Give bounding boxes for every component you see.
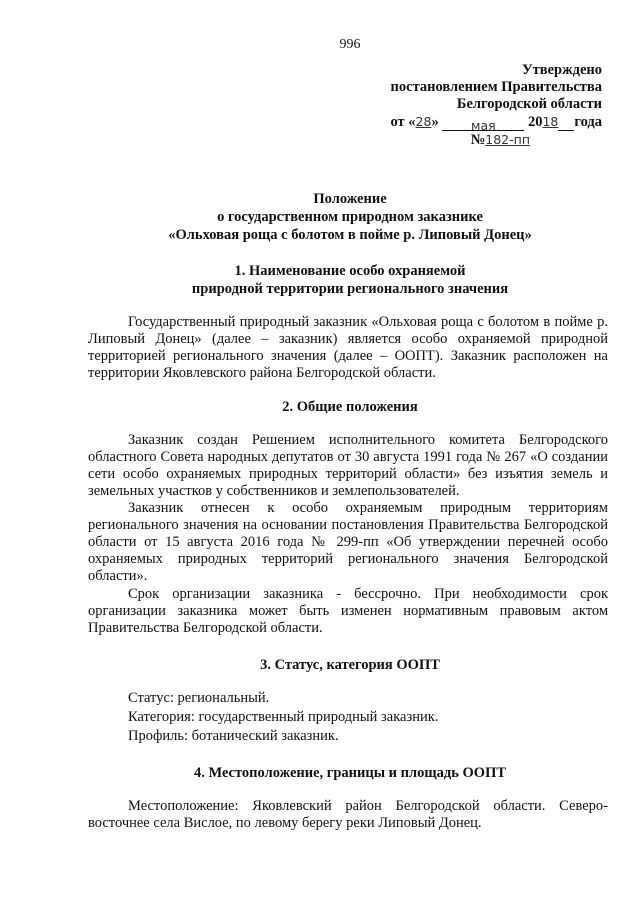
approval-year-blank [558, 117, 574, 131]
section-2-heading: 2. Общие положения [282, 399, 418, 415]
approval-day-close: » [431, 114, 439, 130]
approval-line-2: постановлением Правительства [390, 79, 602, 95]
section-3-profile: Профиль: ботанический заказник. [128, 728, 339, 744]
approval-number-line [340, 131, 602, 149]
approval-number-label: № [470, 132, 486, 148]
approval-day: 28 [415, 114, 432, 129]
title-line-2: о государственном природном заказнике [217, 209, 483, 225]
section-1-paragraph: Государственный природный заказник «Ольховая роща с болотом в пойме р. Липовый Донец» (далее – заказник) является особо охраняемой природной территорией регионального значения (далее – ООПТ). Заказник расположен на территории Яковлевского района Белгородской области. [88, 314, 608, 381]
title-line-3: «Ольховая роща с болотом в пойме р. Липовый Донец» [168, 227, 532, 243]
section-3-heading: 3. Статус, категория ООПТ [260, 657, 440, 673]
section-4-paragraph: Местоположение: Яковлевский район Белгородской области. Северо-восточнее села Вислое, по левому берегу реки Липовый Донец. [88, 798, 608, 831]
section-3-status: Статус: региональный. [128, 690, 270, 706]
title-line-1: Положение [313, 191, 387, 207]
approval-month-field [442, 117, 524, 131]
section-1-heading [60, 262, 640, 298]
approval-number: 182-пп [485, 132, 530, 147]
section-2-paragraph-2: Заказник отнесен к особо охраняемым природным территориям регионального значения на основании постановления Правительства Белгородской области от 15 августа 2016 года № 299-пп «Об утверждении перечней особо охраняемых природных территорий регионального значения Белгородской области». [88, 500, 608, 584]
approval-month: мая [471, 118, 496, 133]
approval-date-line [340, 113, 602, 131]
section-3-category: Категория: государственный природный заказник. [128, 709, 439, 725]
approval-year-suffix: 18 [542, 114, 559, 129]
approval-line-1: Утверждено [522, 62, 602, 78]
section-1-heading-line-1: 1. Наименование особо охраняемой [234, 263, 466, 279]
page-number: 996 [339, 37, 361, 52]
section-2-paragraph-1: Заказник создан Решением исполнительного комитета Белгородского областного Совета народных депутатов от 30 августа 1991 года № 267 «О создании сети особо охраняемых природных территорий области» без изъятия земель и земельных участков у собственников и землепользователей. [88, 432, 608, 499]
approval-year-word: года [574, 114, 602, 130]
section-4-heading: 4. Местоположение, границы и площадь ООПТ [193, 765, 507, 781]
section-2-paragraph-3: Срок организации заказника - бессрочно. При необходимости срок организации заказника может быть изменен нормативным правовым актом Правительства Белгородской области. [88, 586, 608, 636]
approval-year-prefix: 20 [527, 114, 543, 130]
document-title [60, 190, 640, 244]
approval-block [340, 62, 602, 149]
section-1-heading-line-2: природной территории регионального значения [191, 281, 509, 297]
approval-from-label: от « [390, 114, 416, 130]
approval-line-3: Белгородской области [456, 96, 602, 112]
